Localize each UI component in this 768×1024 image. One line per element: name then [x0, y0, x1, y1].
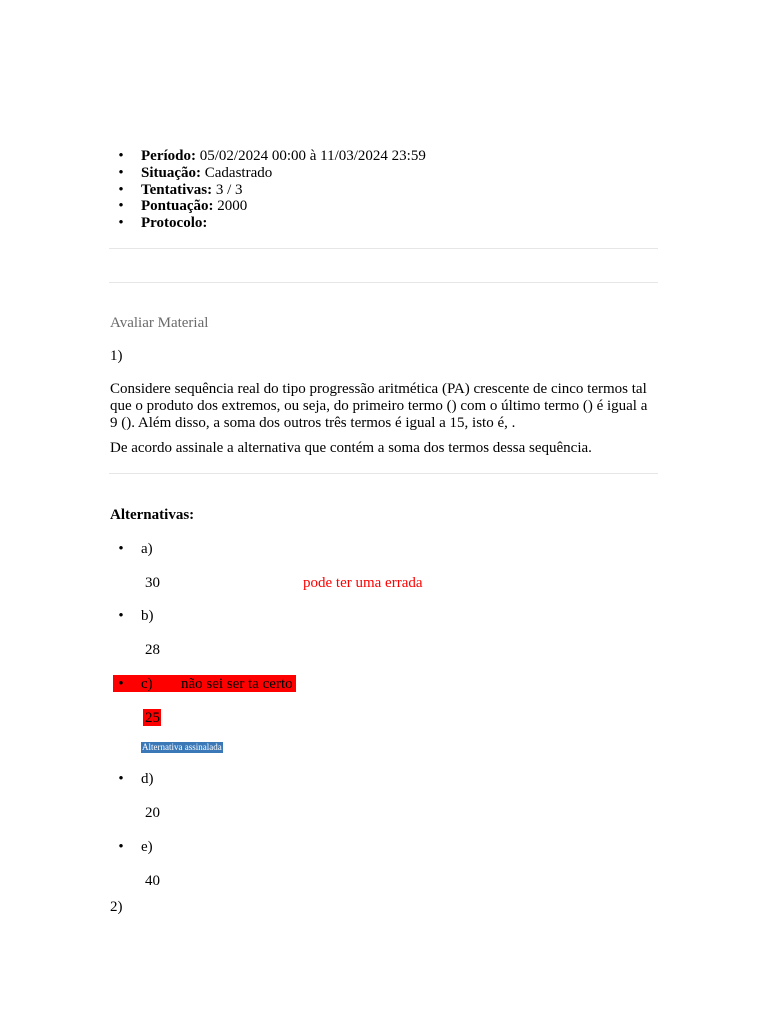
info-value: Cadastrado — [201, 164, 273, 181]
question-instruction: De acordo assinale a alternativa que contém a soma dos termos dessa sequência. — [110, 440, 592, 456]
selected-badge: Alternativa assinalada — [142, 742, 222, 752]
bullet-icon — [118, 182, 124, 199]
divider — [109, 473, 658, 474]
info-label: Protocolo: — [141, 215, 208, 232]
alternative-value: 25 — [145, 710, 160, 726]
bullet-icon — [118, 838, 124, 856]
bullet-icon — [118, 770, 124, 788]
alternative-letter: c) — [141, 676, 153, 692]
alternative-letter: d) — [141, 771, 154, 787]
question-number: 2) — [110, 899, 123, 915]
bullet-icon — [118, 198, 124, 215]
divider — [109, 282, 658, 283]
info-protocolo — [110, 215, 426, 232]
info-label: Tentativas: — [141, 181, 213, 198]
info-value: 05/02/2024 00:00 à 11/03/2024 23:59 — [195, 148, 426, 164]
handwritten-note: pode ter uma errada — [303, 575, 423, 591]
bullet-icon — [118, 675, 124, 693]
info-label: Período: — [141, 148, 196, 164]
info-label: Pontuação: — [141, 198, 214, 215]
info-pontuacao — [110, 198, 426, 215]
alternative-letter: e) — [141, 839, 153, 855]
avaliar-material-link[interactable]: Avaliar Material — [110, 315, 209, 331]
alternative-value: 28 — [145, 642, 160, 658]
question-text: Considere sequência real do tipo progressão aritmética (PA) crescente de cinco termos tal que o produto dos extremos, ou seja, do primeiro termo () com o último termo () é igual a 9 (). Além disso, a soma dos outros três termos é igual a 15, isto é, . — [110, 381, 648, 431]
alternatives-heading: Alternativas: — [110, 507, 195, 523]
bullet-icon — [118, 215, 124, 232]
info-tentativas — [110, 182, 426, 199]
alternative-value: 20 — [145, 805, 160, 821]
alternative-letter: a) — [141, 541, 153, 557]
info-label: Situação: — [141, 164, 201, 181]
question-number: 1) — [110, 348, 123, 364]
info-situacao — [110, 165, 426, 182]
activity-info-list — [110, 148, 426, 232]
info-value: 2000 — [213, 198, 248, 215]
alternative-annotation: não sei ser ta certo — [181, 676, 293, 692]
alternative-letter: b) — [141, 608, 154, 624]
alternative-value: 40 — [145, 873, 160, 889]
info-periodo — [110, 148, 426, 165]
divider — [109, 248, 658, 249]
alternative-value: 30 — [145, 575, 160, 591]
bullet-icon — [118, 165, 124, 182]
bullet-icon — [118, 607, 124, 625]
bullet-icon — [118, 148, 124, 165]
bullet-icon — [118, 540, 124, 558]
info-value: 3 / 3 — [212, 181, 243, 198]
